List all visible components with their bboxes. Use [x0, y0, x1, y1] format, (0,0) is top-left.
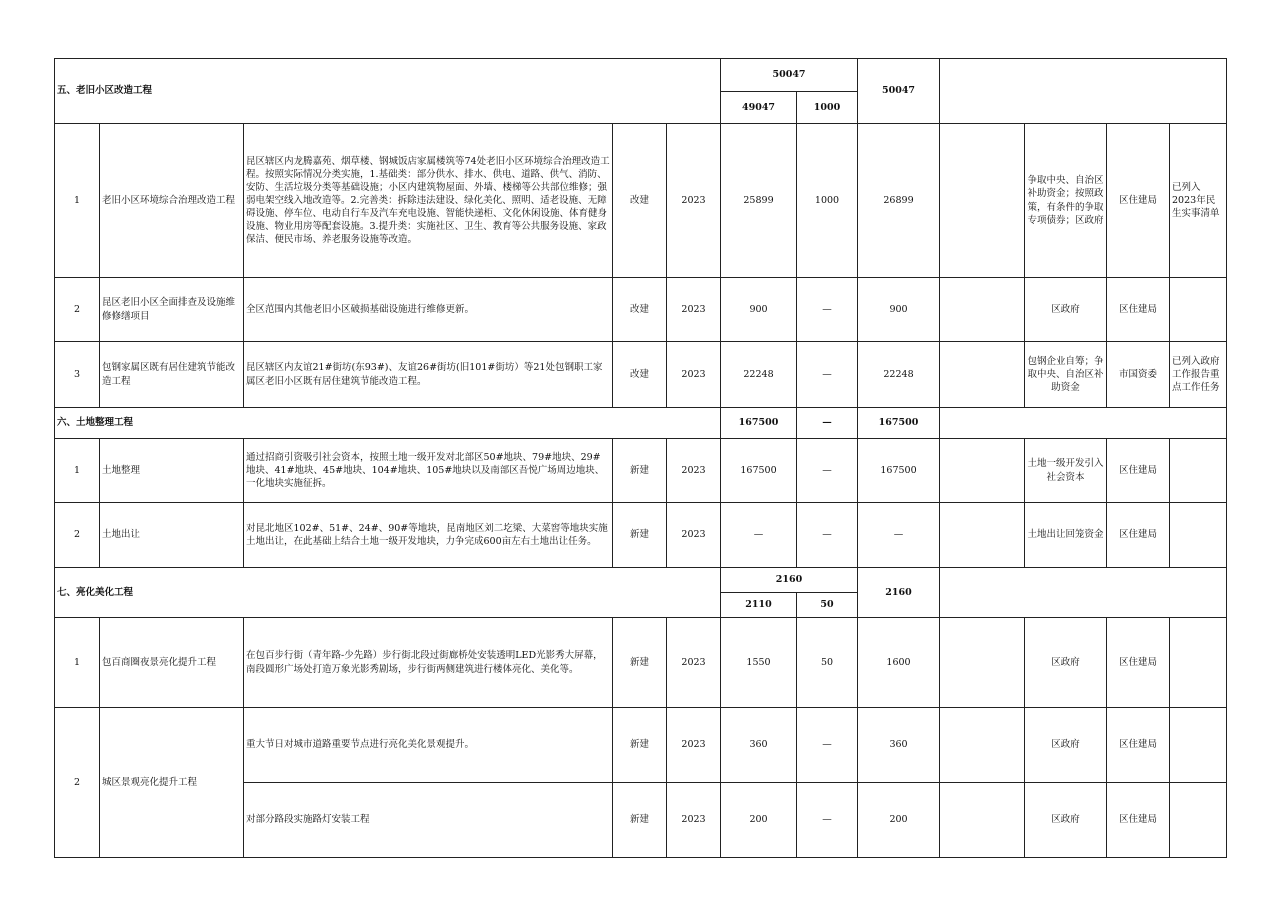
invest-sum: 360: [858, 708, 940, 783]
remark: [1170, 783, 1227, 858]
fund-source: 争取中央、自治区补助资金；按照政策，有条件的争取专项债券；区政府: [1025, 124, 1107, 278]
responsible-dept: 区住建局: [1107, 783, 1170, 858]
table-row: [55, 342, 1227, 408]
invest-2: 50: [797, 618, 858, 708]
blank-cell: [940, 59, 1227, 124]
project-name: 老旧小区环境综合治理改造工程: [100, 124, 244, 278]
blank-cell: [940, 708, 1025, 783]
responsible-dept: 区住建局: [1107, 708, 1170, 783]
year: 2023: [667, 342, 721, 408]
responsible-dept: 区住建局: [1107, 503, 1170, 568]
invest-2: —: [797, 278, 858, 342]
section-header-row: [55, 568, 1227, 593]
fund-source: 区政府: [1025, 708, 1107, 783]
year: 2023: [667, 708, 721, 783]
project-table: [54, 58, 1227, 858]
table-row: [55, 439, 1227, 503]
section-header-row: [55, 59, 1227, 92]
section-sub-2: 50: [797, 593, 858, 618]
year: 2023: [667, 783, 721, 858]
build-type: 新建: [613, 708, 667, 783]
table-row: [55, 278, 1227, 342]
responsible-dept: 区住建局: [1107, 278, 1170, 342]
invest-1: 167500: [721, 439, 797, 503]
table-row: [55, 503, 1227, 568]
section-sum: 50047: [858, 59, 940, 124]
row-no: 2: [55, 708, 100, 858]
responsible-dept: 区住建局: [1107, 124, 1170, 278]
invest-2: —: [797, 708, 858, 783]
project-desc: 对部分路段实施路灯安装工程: [244, 783, 613, 858]
fund-source: 区政府: [1025, 278, 1107, 342]
responsible-dept: 市国资委: [1107, 342, 1170, 408]
project-name: 土地整理: [100, 439, 244, 503]
invest-sum: 900: [858, 278, 940, 342]
build-type: 新建: [613, 439, 667, 503]
remark: 已列入政府工作报告重点工作任务: [1170, 342, 1227, 408]
invest-sum: 167500: [858, 439, 940, 503]
fund-source: 包钢企业自筹；争取中央、自治区补助资金: [1025, 342, 1107, 408]
build-type: 改建: [613, 124, 667, 278]
project-desc: 在包百步行街（青年路-少先路）步行街北段过街廊桥处安装透明LED光影秀大屏幕，南段圆形广场处打造万象光影秀剧场，步行街两侧建筑进行楼体亮化、美化等。: [244, 618, 613, 708]
year: 2023: [667, 618, 721, 708]
blank-cell: [940, 503, 1025, 568]
section-sub-1: 2110: [721, 593, 797, 618]
project-desc: 全区范围内其他老旧小区破损基础设施进行维修更新。: [244, 278, 613, 342]
remark: [1170, 618, 1227, 708]
year: 2023: [667, 503, 721, 568]
project-name: 城区景观亮化提升工程: [100, 708, 244, 858]
blank-cell: [940, 124, 1025, 278]
section-total: 50047: [721, 59, 858, 92]
invest-sum: 1600: [858, 618, 940, 708]
invest-2: —: [797, 439, 858, 503]
blank-cell: [940, 618, 1025, 708]
build-type: 改建: [613, 342, 667, 408]
blank-cell: [940, 342, 1025, 408]
row-no: 2: [55, 278, 100, 342]
project-desc: 重大节日对城市道路重要节点进行亮化美化景观提升。: [244, 708, 613, 783]
invest-2: —: [797, 342, 858, 408]
invest-2: —: [797, 783, 858, 858]
invest-1: 200: [721, 783, 797, 858]
project-name: 包钢家属区既有居住建筑节能改造工程: [100, 342, 244, 408]
blank-cell: [940, 278, 1025, 342]
section-sub-2: 1000: [797, 92, 858, 124]
invest-1: —: [721, 503, 797, 568]
blank-cell: [940, 408, 1227, 439]
project-desc: 昆区辖区内友谊21#街坊(东93#)、友谊26#街坊(旧101#街坊）等21处包钢职工家属区老旧小区既有居住建筑节能改造工程。: [244, 342, 613, 408]
responsible-dept: 区住建局: [1107, 439, 1170, 503]
section-header-row: [55, 408, 1227, 439]
section-title: 六、土地整理工程: [55, 408, 721, 439]
fund-source: 区政府: [1025, 783, 1107, 858]
row-no: 1: [55, 439, 100, 503]
build-type: 改建: [613, 278, 667, 342]
invest-1: 25899: [721, 124, 797, 278]
section-title: 七、亮化美化工程: [55, 568, 721, 618]
table-row: [55, 708, 1227, 783]
project-desc: 对昆北地区102#、51#、24#、90#等地块，昆南地区刘二圪梁、大菜窖等地块实施土地出让，在此基础上结合土地一级开发地块，力争完成600亩左右土地出让任务。: [244, 503, 613, 568]
remark: [1170, 278, 1227, 342]
fund-source: 土地出让回笼资金: [1025, 503, 1107, 568]
build-type: 新建: [613, 618, 667, 708]
invest-sum: 26899: [858, 124, 940, 278]
fund-source: 区政府: [1025, 618, 1107, 708]
invest-sum: —: [858, 503, 940, 568]
build-type: 新建: [613, 503, 667, 568]
project-name: 昆区老旧小区全面排查及设施维修修缮项目: [100, 278, 244, 342]
row-no: 3: [55, 342, 100, 408]
remark: [1170, 503, 1227, 568]
section-sum: 167500: [858, 408, 940, 439]
section-invest-1: 167500: [721, 408, 797, 439]
section-invest-2: —: [797, 408, 858, 439]
section-sum: 2160: [858, 568, 940, 618]
row-no: 2: [55, 503, 100, 568]
project-desc: 昆区辖区内龙腾嘉苑、烟草楼、钢城饭店家属楼筑等74处老旧小区环境综合治理改造工程。按照实际情况分类实施，1.基础类：部分供水、排水、供电、道路、供气、消防、安防、生活垃圾分类等基础设施；小区内建筑物屋面、外墙、楼梯等公共部位维修；强弱电架空线入地改造等。2.完善类：拆除违法建设、绿化美化、照明、适老设施、无障碍设施、停车位、电动自行车及汽车充电设施、智能快递柜、文化休闲设施、体育健身设施、物业用房等配套设施。3.提升类：实施社区、卫生、教育等公共服务设施、家政保洁、便民市场、养老服务设施等改造。: [244, 124, 613, 278]
project-name: 包百商圈夜景亮化提升工程: [100, 618, 244, 708]
remark: [1170, 708, 1227, 783]
blank-cell: [940, 439, 1025, 503]
table-row: [55, 124, 1227, 278]
remark: [1170, 439, 1227, 503]
row-no: 1: [55, 124, 100, 278]
invest-sum: 22248: [858, 342, 940, 408]
section-title: 五、老旧小区改造工程: [55, 59, 721, 124]
invest-1: 360: [721, 708, 797, 783]
year: 2023: [667, 278, 721, 342]
section-sub-1: 49047: [721, 92, 797, 124]
fund-source: 土地一级开发引入社会资本: [1025, 439, 1107, 503]
blank-cell: [940, 783, 1025, 858]
table-row: [55, 618, 1227, 708]
invest-2: 1000: [797, 124, 858, 278]
build-type: 新建: [613, 783, 667, 858]
year: 2023: [667, 439, 721, 503]
invest-1: 1550: [721, 618, 797, 708]
year: 2023: [667, 124, 721, 278]
row-no: 1: [55, 618, 100, 708]
section-total: 2160: [721, 568, 858, 593]
invest-1: 900: [721, 278, 797, 342]
invest-sum: 200: [858, 783, 940, 858]
responsible-dept: 区住建局: [1107, 618, 1170, 708]
invest-1: 22248: [721, 342, 797, 408]
blank-cell: [940, 568, 1227, 618]
project-name: 土地出让: [100, 503, 244, 568]
invest-2: —: [797, 503, 858, 568]
project-desc: 通过招商引资吸引社会资本，按照土地一级开发对北部区50#地块、79#地块、29#地块、41#地块、45#地块、104#地块、105#地块以及南部区吾悦广场周边地块、一化地块实施征拆。: [244, 439, 613, 503]
remark: 已列入2023年民生实事清单: [1170, 124, 1227, 278]
